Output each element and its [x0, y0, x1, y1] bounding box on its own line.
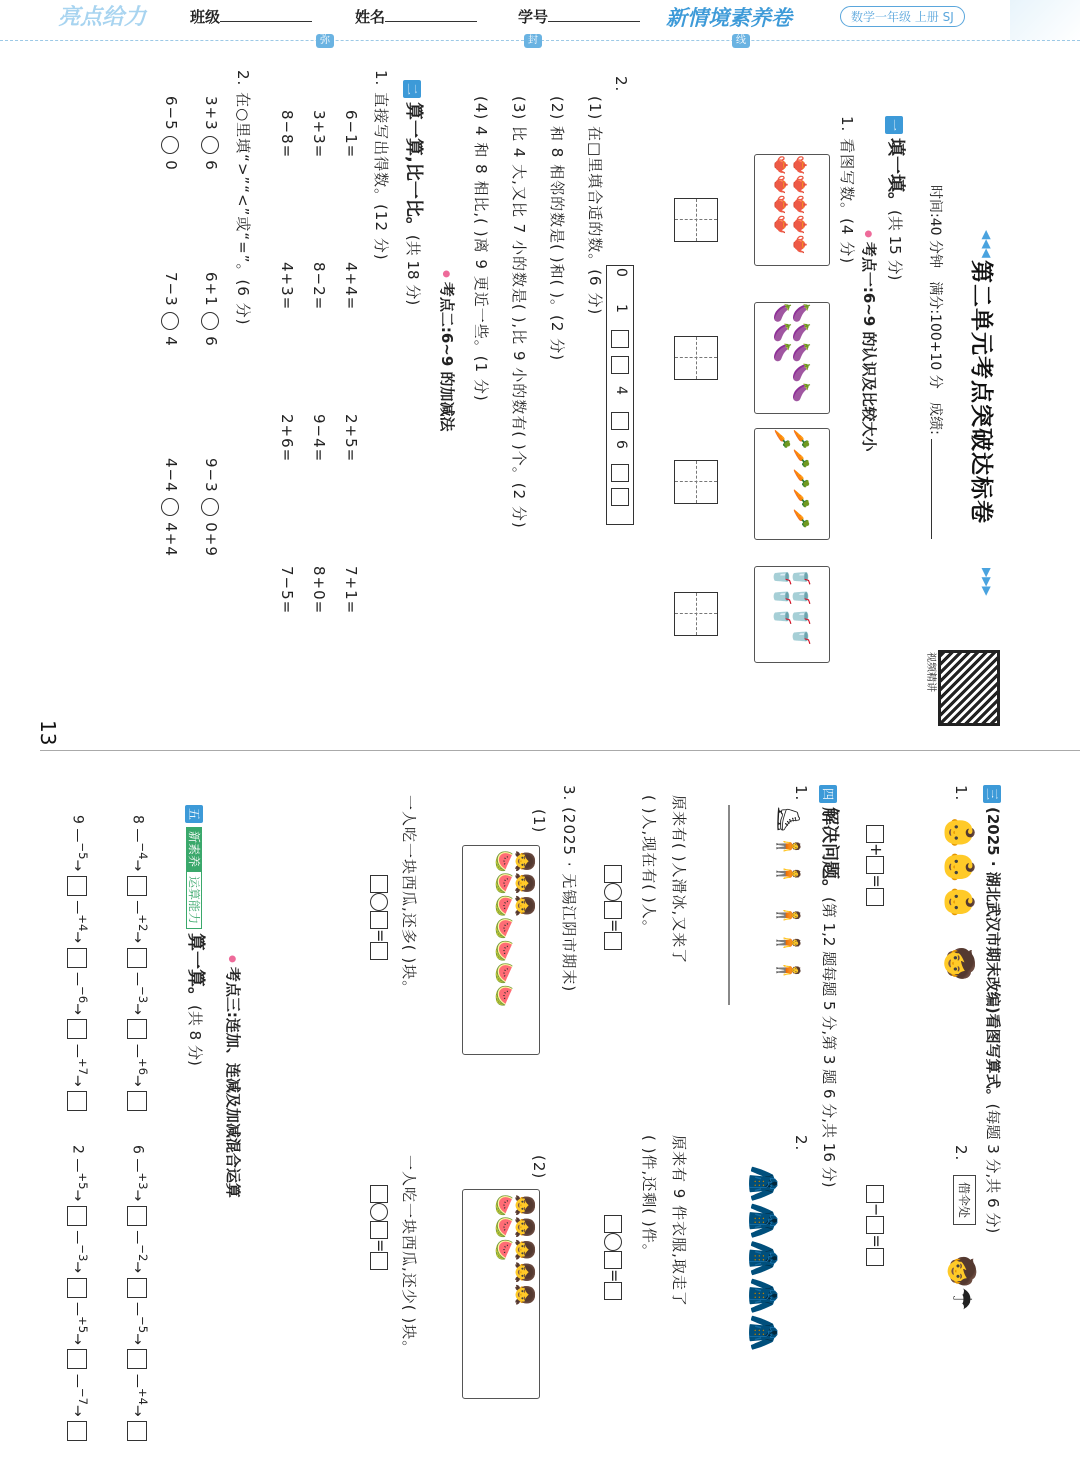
number-ruler	[606, 265, 634, 525]
page-left	[0, 40, 1080, 746]
grade-pill: 数学一年级 上册 SJ	[840, 6, 965, 27]
teapot-picture: 🫖🫖🫖🫖🫖🫖🫖🫖🫖	[754, 154, 830, 266]
compare-item: 6+1 6	[202, 272, 220, 347]
seal-mark: 线	[732, 34, 750, 48]
ruler-label: 1	[613, 304, 629, 313]
grade-meta: 成绩:	[927, 402, 943, 435]
answer-box[interactable]	[371, 911, 389, 929]
answer-box[interactable]	[605, 1282, 623, 1300]
page-number: 13	[36, 720, 60, 746]
answer-box[interactable]	[867, 825, 885, 843]
answer-box[interactable]	[127, 876, 147, 896]
s4-q1-text1: 原来有( )人滑冰,又来了	[670, 795, 688, 965]
s3-q1-number: 1.	[952, 785, 970, 802]
answer-box[interactable]	[67, 1091, 87, 1111]
section-score: (共 15 分)	[886, 210, 904, 281]
answer-box[interactable]	[674, 460, 718, 504]
page-right	[0, 785, 1080, 1475]
calc-item: 8+0=	[310, 566, 328, 615]
ruler-blank[interactable]	[611, 412, 629, 430]
operation-chain: 2 —$^{+5}$→ —$^{-3}$→ —$^{+5}$→ —$^{-7}$→	[67, 1145, 90, 1441]
key-point-1: ● 考点一:6~9 的认识及比较大小	[859, 230, 880, 452]
answer-box[interactable]	[867, 1185, 885, 1203]
answer-box[interactable]	[674, 592, 718, 636]
ruler-blank[interactable]	[611, 356, 629, 374]
compare-item: 7−3 4	[162, 272, 180, 347]
class-field[interactable]	[190, 6, 312, 27]
s4-q1-number: 1.	[792, 785, 810, 802]
answer-box[interactable]	[127, 1206, 147, 1226]
calc-item: 2+6=	[278, 414, 296, 463]
section-badge: 三	[984, 785, 1002, 803]
section-badge: 四	[820, 785, 838, 803]
compare-circle[interactable]	[371, 1203, 389, 1221]
answer-box[interactable]	[867, 888, 885, 906]
s4-q3-1-label: (1)	[530, 809, 548, 834]
name-field[interactable]	[355, 6, 477, 27]
name-label: 姓名	[355, 8, 386, 26]
qr-code-icon[interactable]	[938, 650, 1000, 726]
watermelon-picture-1: 👧👧👧 🍉🍉🍉🍉🍉🍉🍉	[462, 845, 540, 1055]
s4-q2-text1: 原来有 9 件衣服,取走了	[670, 1135, 688, 1307]
answer-box[interactable]	[371, 1185, 389, 1203]
calc-question: 1. 直接写出得数。(12 分)	[372, 70, 390, 261]
answer-box[interactable]	[67, 1019, 87, 1039]
brand-logo: 亮点给力	[58, 5, 147, 30]
calc-item: 8−8=	[278, 110, 296, 159]
answer-box[interactable]	[371, 1221, 389, 1239]
compare-item: 4−4 4+4	[162, 458, 180, 557]
compare-item: 9−3 0+9	[202, 458, 220, 557]
answer-box[interactable]	[67, 876, 87, 896]
answer-box[interactable]	[371, 942, 389, 960]
key-point-2: ● 考点二:6~9 的加减法	[437, 270, 458, 432]
section-3-heading	[983, 785, 1004, 1233]
id-label: 学号	[518, 8, 549, 26]
s3-q1-equation: +=	[867, 825, 887, 906]
answer-box[interactable]	[127, 1091, 147, 1111]
compare-question: 2. 在○里填“>”“<”或“=”。(6 分)	[234, 70, 252, 326]
calc-item: 4+3=	[278, 262, 296, 311]
compare-circle[interactable]	[162, 312, 180, 330]
s4-q3-2-text: 一人吃一块西瓜,还少( )块。	[400, 1155, 418, 1357]
calc-item: 9−4=	[310, 414, 328, 463]
question-1: 1. 看图写数。(4 分)	[838, 116, 856, 265]
section-title: (2025 · 湖北武汉市期末改编)看图写算式。	[984, 807, 1002, 1104]
tag-badge: 新素养	[186, 827, 202, 871]
question-2-3: (3) 比 4 大,又比 7 小的数是( ),比 9 小的数有( )个。(2 分)	[510, 96, 528, 529]
answer-box[interactable]	[67, 1206, 87, 1226]
section-title: 填一填。	[885, 138, 906, 210]
calc-item: 4+4=	[342, 262, 360, 311]
corner-decoration	[1010, 0, 1080, 40]
answer-box[interactable]	[127, 948, 147, 968]
question-2-2: (2) 和 8 相邻的数是( )和( )。(2 分)	[548, 96, 566, 362]
page-divider	[40, 750, 1080, 751]
s4-q2-equation: =	[605, 1215, 625, 1300]
answer-box[interactable]	[67, 1278, 87, 1298]
section-title: 解决问题。	[819, 807, 840, 897]
series-title: 新情境素养卷	[666, 6, 792, 30]
section-badge: 二	[404, 80, 422, 98]
score-meta: 满分:100+10 分	[927, 281, 943, 389]
section-4-heading	[818, 785, 844, 1188]
section-score: (每题 3 分,共 6 分)	[984, 1103, 1002, 1234]
time-meta: 时间:40 分钟	[927, 185, 943, 268]
s4-q3-1-equation: =	[371, 875, 391, 960]
ruler-label: 6	[613, 440, 629, 449]
answer-box[interactable]	[867, 856, 885, 874]
s4-q3-2-label: (2)	[530, 1155, 548, 1180]
answer-box[interactable]	[127, 1019, 147, 1039]
clothes-picture: 🧥🧥🧥🧥🧥	[745, 1165, 780, 1352]
section-1-heading	[884, 116, 910, 280]
compare-circle[interactable]	[371, 893, 389, 911]
calc-item: 2+5=	[342, 414, 360, 463]
answer-box[interactable]	[127, 1278, 147, 1298]
compare-item: 6−5 0	[162, 96, 180, 171]
s4-q2-number: 2.	[792, 1135, 810, 1152]
answer-box[interactable]	[605, 1215, 623, 1233]
answer-box[interactable]	[371, 1252, 389, 1270]
answer-box[interactable]	[605, 865, 623, 883]
answer-box[interactable]	[127, 1349, 147, 1369]
operation-chain: 6 —$^{+3}$→ —$^{-2}$→ —$^{-5}$→ —$^{+4}$→	[127, 1145, 150, 1441]
section-2-heading	[402, 80, 428, 305]
calc-item: 3+3=	[310, 110, 328, 159]
section-5-heading	[184, 805, 210, 1066]
ruler-blank[interactable]	[611, 488, 629, 506]
ruler-blank[interactable]	[611, 330, 629, 348]
class-label: 班级	[190, 8, 221, 26]
section-badge: 一	[886, 116, 904, 134]
ruler-label: 4	[613, 386, 629, 395]
rotated-spread	[0, 40, 1080, 1470]
skating-picture: ⛸🧍🧍 🧍🧍🧍	[728, 805, 800, 1005]
calc-item: 6−1=	[342, 110, 360, 159]
compare-item: 3+3 6	[202, 96, 220, 171]
answer-box[interactable]	[605, 932, 623, 950]
page-title: 第二单元考点突破达标卷	[968, 260, 994, 524]
seal-mark: 封	[524, 34, 542, 48]
tag-badge: 运算能力	[186, 871, 202, 929]
calc-item: 8−2=	[310, 262, 328, 311]
answer-box[interactable]	[674, 336, 718, 380]
s4-q1-equation: =	[605, 865, 625, 950]
compare-circle[interactable]	[202, 498, 220, 516]
compare-circle[interactable]	[162, 136, 180, 154]
s4-q1-text2: ( )人,现在有( )人。	[640, 795, 658, 936]
s3-q2-number: 2.	[952, 1145, 970, 1162]
compare-circle[interactable]	[202, 136, 220, 154]
s3-q2-equation: −=	[867, 1185, 887, 1266]
answer-box[interactable]	[67, 1421, 87, 1441]
compare-circle[interactable]	[202, 312, 220, 330]
seal-mark: 弥	[316, 34, 334, 48]
s4-q2-text2: ( )件,还剩( )件。	[640, 1135, 658, 1260]
title-arrow-right-icon: ▶▶▶	[980, 568, 994, 596]
key-point-3: ● 考点三:连加、连减及加减混合运算	[223, 955, 244, 1198]
section-title: 算一算。	[185, 933, 206, 1006]
section-score: (共 8 分)	[186, 1005, 204, 1066]
question-2-number: 2.	[612, 76, 630, 93]
answer-box[interactable]	[67, 948, 87, 968]
question-2-4: (4) 4 和 8 相比,( )离 9 更近一些。(1 分)	[472, 96, 490, 402]
calc-item: 7+1=	[342, 566, 360, 615]
calc-item: 7−5=	[278, 566, 296, 615]
ruler-blank[interactable]	[611, 464, 629, 482]
section-score: (共 18 分)	[404, 234, 422, 306]
section-score: (第 1,2 题每题 5 分,第 3 题 6 分,共 16 分)	[820, 897, 838, 1188]
ruler-label: 0	[613, 268, 629, 277]
cup-picture: 🥤🥤🥤🥤🥤🥤🥤	[754, 566, 830, 663]
eggplant-picture: 🍆🍆🍆🍆🍆🍆🍆🍆	[754, 302, 830, 414]
answer-box[interactable]	[371, 875, 389, 893]
answer-box[interactable]	[127, 1421, 147, 1441]
answer-box[interactable]	[674, 198, 718, 242]
answer-box[interactable]	[605, 901, 623, 919]
watermelon-picture-2: 👧👧👧👧👧 🍉🍉🍉	[462, 1189, 540, 1399]
operation-chain: 8 —$^{-4}$→ —$^{+2}$→ —$^{-3}$→ —$^{+6}$→	[127, 815, 150, 1111]
operation-chain: 9 —$^{-5}$→ —$^{+4}$→ —$^{-6}$→ —$^{+7}$→	[67, 815, 90, 1111]
answer-box[interactable]	[605, 1251, 623, 1269]
section-badge: 五	[186, 805, 204, 823]
s4-q3-2-equation: =	[371, 1185, 391, 1270]
compare-circle[interactable]	[605, 1233, 623, 1251]
compare-circle[interactable]	[162, 498, 180, 516]
qr-label: 视频精讲	[925, 652, 936, 692]
children-picture: 👶👶👶 🧒	[943, 815, 976, 982]
question-2-1: (1) 在□里填合适的数。(6 分)	[586, 96, 604, 316]
answer-box[interactable]	[867, 1216, 885, 1234]
s4-q3-number: 3. (2025 · 无锡江阴市期末)	[560, 785, 578, 993]
compare-circle[interactable]	[605, 883, 623, 901]
child-umbrella-picture: 🧒☂	[946, 1255, 976, 1311]
title-arrow-left-icon: ◀◀◀	[980, 230, 994, 258]
answer-box[interactable]	[67, 1349, 87, 1369]
s4-q3-1-text: 一人吃一块西瓜,还多( )块。	[400, 795, 418, 997]
id-field[interactable]	[518, 6, 640, 27]
grade-input[interactable]	[931, 439, 932, 539]
answer-box[interactable]	[867, 1248, 885, 1266]
radish-picture: 🥕🥕🥕🥕🥕🥕	[754, 428, 830, 540]
umbrella-sign: 借伞处	[953, 1175, 976, 1225]
section-title: 算一算,比一比。	[403, 102, 424, 235]
